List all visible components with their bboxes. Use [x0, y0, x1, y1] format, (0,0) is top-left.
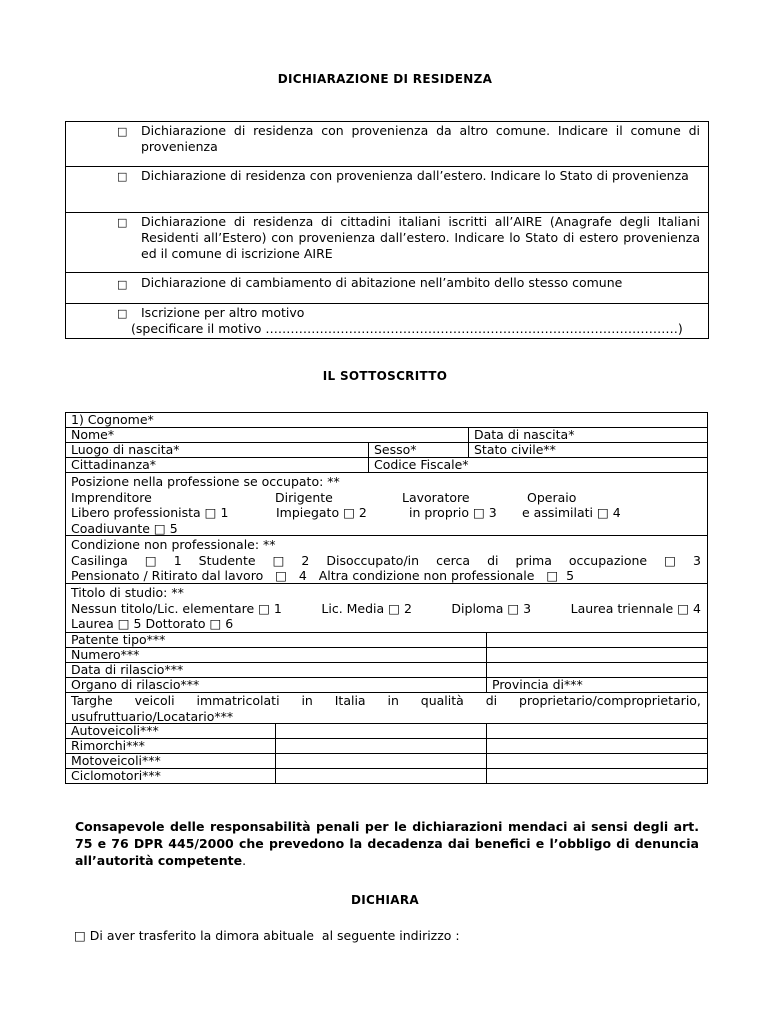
targhe-label: Targhe veicoli immatricolati in Italia in qualità di proprietario/comproprietario,	[71, 693, 701, 708]
checkbox[interactable]: □	[117, 307, 128, 320]
motoveicoli-field[interactable]: Motoveicoli***	[71, 753, 161, 768]
vehicle-row	[66, 768, 707, 783]
checkbox[interactable]: □	[117, 278, 128, 291]
rimorchi-field[interactable]: Rimorchi***	[71, 738, 145, 753]
titolo-options[interactable]: Nessun titolo/Lic. elementare □ 1 Lic. Media □ 2 Diploma □ 3 Laurea triennale □ 4	[71, 600, 701, 616]
form-row	[66, 677, 707, 692]
declaration-paragraph: Consapevole delle responsabilità penali per le dichiarazioni mendaci ai sensi degli art. 75 e 76 DPR 445/2000 che prevedono la decadenza dai benefici e l’obbligo di denuncia all’autorità competente.	[75, 819, 699, 868]
checkbox[interactable]: □	[117, 125, 128, 138]
dichiara-title: DICHIARA	[351, 893, 419, 907]
targhe-label: usufruttuario/Locatario***	[71, 708, 234, 724]
organo-rilascio-field[interactable]: Organo di rilascio***	[71, 677, 200, 692]
patente-tipo-field[interactable]: Patente tipo***	[71, 632, 166, 647]
condizione-section	[66, 535, 707, 583]
document-title: DICHIARAZIONE DI RESIDENZA	[277, 72, 493, 86]
form-row	[66, 442, 707, 457]
posizione-option[interactable]: e assimilati □ 4	[522, 505, 621, 520]
option-row[interactable]	[66, 303, 708, 338]
form-row	[66, 427, 707, 442]
specify-reason-field[interactable]: (specificare il motivo ………………………………………………………………………………………)	[131, 321, 683, 336]
option-row[interactable]	[66, 272, 708, 303]
personal-data-table	[65, 412, 708, 784]
option-text: Dichiarazione di cambiamento di abitazione nell’ambito dello stesso comune	[141, 275, 623, 290]
option-text: Dichiarazione di residenza con provenienza dall’estero. Indicare lo Stato di provenienza	[141, 168, 689, 183]
nome-field[interactable]: Nome*	[71, 427, 115, 442]
ciclomotori-field[interactable]: Ciclomotori***	[71, 768, 161, 783]
provincia-field[interactable]: Provincia di***	[492, 677, 583, 692]
cittadinanza-field[interactable]: Cittadinanza*	[71, 457, 157, 472]
autoveicoli-field[interactable]: Autoveicoli***	[71, 723, 159, 738]
option-text: Dichiarazione di residenza con provenienza da altro comune. Indicare il comune di provenienza	[141, 123, 700, 154]
posizione-option[interactable]: Coadiuvante □ 5	[71, 520, 178, 536]
vehicle-row	[66, 738, 707, 753]
checkbox[interactable]: □	[117, 170, 128, 183]
data-nascita-field[interactable]: Data di nascita*	[474, 427, 575, 442]
residence-type-table	[65, 121, 709, 339]
stato-civile-field[interactable]: Stato civile**	[474, 442, 556, 457]
targhe-section	[66, 692, 707, 723]
option-row[interactable]	[66, 166, 708, 212]
posizione-label: Operaio	[527, 489, 577, 505]
condizione-options[interactable]: Pensionato / Ritirato dal lavoro □ 4 Altra condizione non professionale □ 5	[71, 568, 575, 583]
posizione-label: Imprenditore	[71, 489, 152, 505]
codice-fiscale-field[interactable]: Codice Fiscale*	[374, 457, 469, 472]
sottoscritto-title: IL SOTTOSCRITTO	[322, 369, 448, 383]
option-row[interactable]	[66, 212, 708, 272]
form-row	[66, 457, 707, 472]
checkbox[interactable]: □	[117, 216, 128, 229]
option-row[interactable]	[66, 122, 708, 166]
numero-field[interactable]: Numero***	[71, 647, 140, 662]
sesso-field[interactable]: Sesso*	[374, 442, 417, 457]
posizione-label: Dirigente	[275, 489, 333, 505]
titolo-options[interactable]: Laurea □ 5 Dottorato □ 6	[71, 616, 234, 631]
transfer-address-option[interactable]: □ Di aver trasferito la dimora abituale al seguente indirizzo :	[74, 928, 460, 943]
option-text: Iscrizione per altro motivo	[141, 305, 305, 320]
form-row	[66, 632, 707, 647]
posizione-option[interactable]: in proprio □ 3	[409, 505, 497, 520]
form-row	[66, 413, 707, 427]
posizione-title: Posizione nella professione se occupato: **	[71, 474, 340, 489]
titolo-title: Titolo di studio: **	[71, 585, 184, 600]
vehicle-row	[66, 753, 707, 768]
condizione-title: Condizione non professionale: **	[71, 537, 276, 552]
form-row	[66, 662, 707, 677]
condizione-options[interactable]: Casilinga □ 1 Studente □ 2 Disoccupato/in cerca di prima occupazione □ 3	[71, 552, 701, 568]
option-text: Dichiarazione di residenza di cittadini italiani iscritti all’AIRE (Anagrafe degli Italiani Residenti all’Estero) con provenienza dall’estero. Indicare lo Stato di estero provenienza ed il comune di iscrizione AIRE	[141, 214, 700, 261]
vehicle-row	[66, 723, 707, 738]
form-row	[66, 647, 707, 662]
posizione-section	[66, 472, 707, 535]
posizione-option[interactable]: Libero professionista □ 1	[71, 505, 229, 520]
titolo-section	[66, 583, 707, 632]
posizione-option[interactable]: Impiegato □ 2	[276, 505, 367, 520]
cognome-field[interactable]: 1) Cognome*	[71, 412, 154, 427]
posizione-label: Lavoratore	[402, 489, 470, 505]
luogo-nascita-field[interactable]: Luogo di nascita*	[71, 442, 180, 457]
data-rilascio-field[interactable]: Data di rilascio***	[71, 662, 184, 677]
